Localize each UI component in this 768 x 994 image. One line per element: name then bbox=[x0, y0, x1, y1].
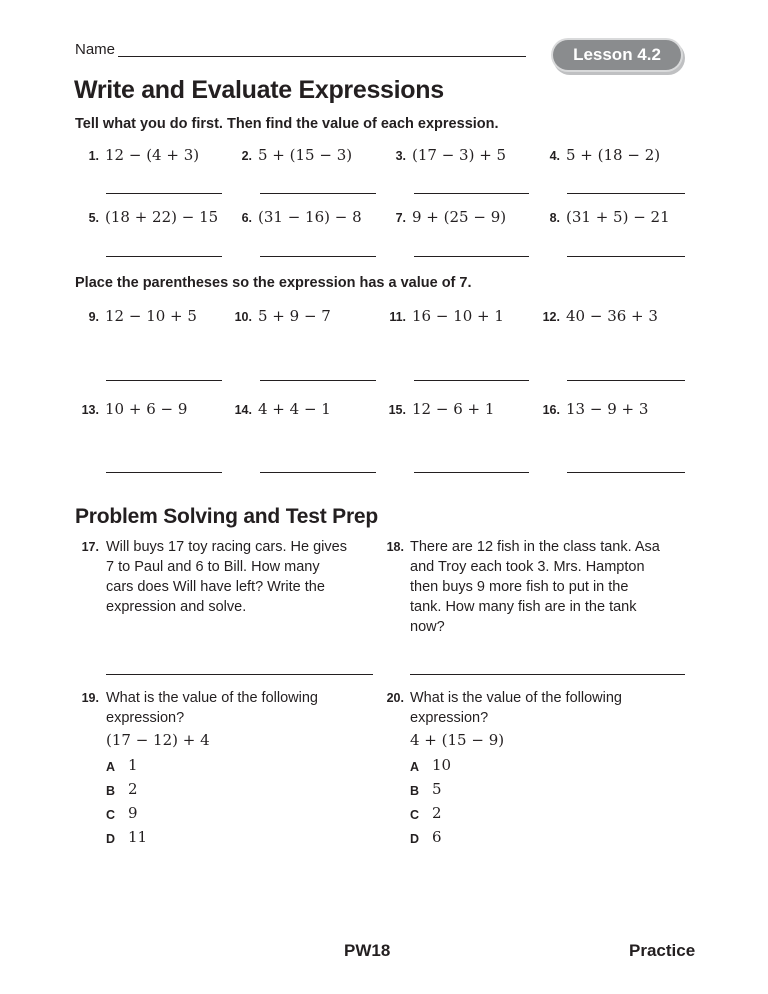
q17-number: 17. bbox=[81, 540, 99, 554]
problem-number: 5. bbox=[88, 211, 99, 225]
problem-expression: 5 + (18 − 2) bbox=[566, 146, 661, 164]
parentheses-problem-number: 13. bbox=[81, 403, 99, 417]
q19-expression: (17 − 12) + 4 bbox=[106, 731, 210, 749]
q20-choice-letter[interactable]: A bbox=[410, 760, 420, 774]
parentheses-problem-answer-line[interactable] bbox=[106, 380, 222, 381]
page-code: PW18 bbox=[344, 941, 391, 960]
problem-expression: 12 − (4 + 3) bbox=[105, 146, 200, 164]
lesson-badge: Lesson 4.2 bbox=[553, 40, 681, 70]
q17-text bbox=[106, 537, 376, 617]
q19-choice-letter[interactable]: B bbox=[106, 784, 116, 798]
problem-answer-line[interactable] bbox=[567, 193, 685, 194]
q20-line: What is the value of the following bbox=[410, 690, 622, 706]
footer-label: Practice bbox=[629, 941, 696, 960]
parentheses-problem-expression: 40 − 36 + 3 bbox=[566, 307, 658, 325]
parentheses-problem-answer-line[interactable] bbox=[260, 472, 376, 473]
problem-number: 7. bbox=[395, 211, 406, 225]
q18-line: There are 12 fish in the class tank. Asa bbox=[410, 539, 660, 555]
problem-expression: (18 + 22) − 15 bbox=[105, 208, 219, 226]
q19-choice-letter[interactable]: D bbox=[106, 832, 116, 846]
q17-line: 7 to Paul and 6 to Bill. How many bbox=[106, 559, 320, 575]
q20-choice-value[interactable]: 5 bbox=[432, 780, 442, 798]
problem-expression: (31 + 5) − 21 bbox=[566, 208, 670, 226]
q18-number: 18. bbox=[386, 540, 404, 554]
problem-expression: (31 − 16) − 8 bbox=[258, 208, 362, 226]
q19-choice-value[interactable]: 1 bbox=[128, 756, 138, 774]
section1-instruction: Tell what you do first. Then find the value of each expression. bbox=[75, 116, 499, 132]
problem-answer-line[interactable] bbox=[260, 256, 376, 257]
problem-answer-line[interactable] bbox=[260, 193, 376, 194]
problem-answer-line[interactable] bbox=[106, 256, 222, 257]
problem-number: 6. bbox=[241, 211, 252, 225]
problem-answer-line[interactable] bbox=[414, 256, 529, 257]
q17-answer-line[interactable] bbox=[106, 674, 373, 675]
problem-answer-line[interactable] bbox=[106, 193, 222, 194]
q20-choice-value[interactable]: 10 bbox=[432, 756, 452, 774]
q18-line: and Troy each took 3. Mrs. Hampton bbox=[410, 559, 645, 575]
problem-number: 4. bbox=[549, 149, 560, 163]
section2-instruction: Place the parentheses so the expression has a value of 7. bbox=[75, 275, 472, 291]
q19-text bbox=[106, 688, 376, 728]
q19-choice-letter[interactable]: C bbox=[106, 808, 116, 822]
parentheses-problem-number: 9. bbox=[88, 310, 99, 324]
parentheses-problem-expression: 12 − 10 + 5 bbox=[105, 307, 197, 325]
q20-choice-letter[interactable]: D bbox=[410, 832, 420, 846]
problem-number: 3. bbox=[395, 149, 406, 163]
q20-text bbox=[410, 688, 700, 728]
problem-number: 2. bbox=[241, 149, 252, 163]
q20-choice-letter[interactable]: B bbox=[410, 784, 420, 798]
parentheses-problem-number: 14. bbox=[234, 403, 252, 417]
parentheses-problem-expression: 12 − 6 + 1 bbox=[412, 400, 495, 418]
problem-answer-line[interactable] bbox=[567, 256, 685, 257]
parentheses-problem-number: 10. bbox=[234, 310, 252, 324]
q20-choice-value[interactable]: 2 bbox=[432, 804, 442, 822]
problem-expression: 5 + (15 − 3) bbox=[258, 146, 353, 164]
problem-solving-heading: Problem Solving and Test Prep bbox=[75, 505, 379, 528]
q20-line: expression? bbox=[410, 710, 489, 726]
q17-line: expression and solve. bbox=[106, 599, 247, 615]
q18-answer-line[interactable] bbox=[410, 674, 685, 675]
parentheses-problem-number: 11. bbox=[389, 310, 406, 324]
parentheses-problem-answer-line[interactable] bbox=[567, 380, 685, 381]
q18-line: tank. How many fish are in the tank bbox=[410, 599, 637, 615]
q19-line: expression? bbox=[106, 710, 185, 726]
q18-line: now? bbox=[410, 619, 445, 635]
parentheses-problem-number: 16. bbox=[542, 403, 560, 417]
q19-line: What is the value of the following bbox=[106, 690, 318, 706]
q19-number: 19. bbox=[81, 691, 99, 705]
q19-choice-value[interactable]: 9 bbox=[128, 804, 138, 822]
q20-number: 20. bbox=[386, 691, 404, 705]
q18-line: then buys 9 more fish to put in the bbox=[410, 579, 629, 595]
q19-choice-letter[interactable]: A bbox=[106, 760, 116, 774]
parentheses-problem-answer-line[interactable] bbox=[567, 472, 685, 473]
q20-choice-value[interactable]: 6 bbox=[432, 828, 442, 846]
parentheses-problem-number: 15. bbox=[388, 403, 406, 417]
problem-number: 1. bbox=[88, 149, 99, 163]
parentheses-problem-answer-line[interactable] bbox=[414, 380, 529, 381]
page-title: Write and Evaluate Expressions bbox=[74, 76, 444, 104]
q19-choice-value[interactable]: 11 bbox=[128, 828, 148, 846]
q19-choice-value[interactable]: 2 bbox=[128, 780, 138, 798]
name-input-line[interactable] bbox=[118, 56, 526, 57]
parentheses-problem-expression: 10 + 6 − 9 bbox=[105, 400, 188, 418]
problem-answer-line[interactable] bbox=[414, 193, 529, 194]
parentheses-problem-number: 12. bbox=[542, 310, 560, 324]
parentheses-problem-expression: 13 − 9 + 3 bbox=[566, 400, 649, 418]
name-label: Name bbox=[75, 41, 116, 58]
parentheses-problem-answer-line[interactable] bbox=[260, 380, 376, 381]
q17-line: Will buys 17 toy racing cars. He gives bbox=[106, 539, 347, 555]
problem-expression: 9 + (25 − 9) bbox=[412, 208, 507, 226]
q20-expression: 4 + (15 − 9) bbox=[410, 731, 505, 749]
q17-line: cars does Will have left? Write the bbox=[106, 579, 325, 595]
parentheses-problem-expression: 5 + 9 − 7 bbox=[258, 307, 331, 325]
q18-text bbox=[410, 537, 700, 637]
parentheses-problem-answer-line[interactable] bbox=[106, 472, 222, 473]
parentheses-problem-expression: 16 − 10 + 1 bbox=[412, 307, 504, 325]
q20-choice-letter[interactable]: C bbox=[410, 808, 420, 822]
parentheses-problem-answer-line[interactable] bbox=[414, 472, 529, 473]
problem-expression: (17 − 3) + 5 bbox=[412, 146, 507, 164]
problem-number: 8. bbox=[549, 211, 560, 225]
parentheses-problem-expression: 4 + 4 − 1 bbox=[258, 400, 331, 418]
